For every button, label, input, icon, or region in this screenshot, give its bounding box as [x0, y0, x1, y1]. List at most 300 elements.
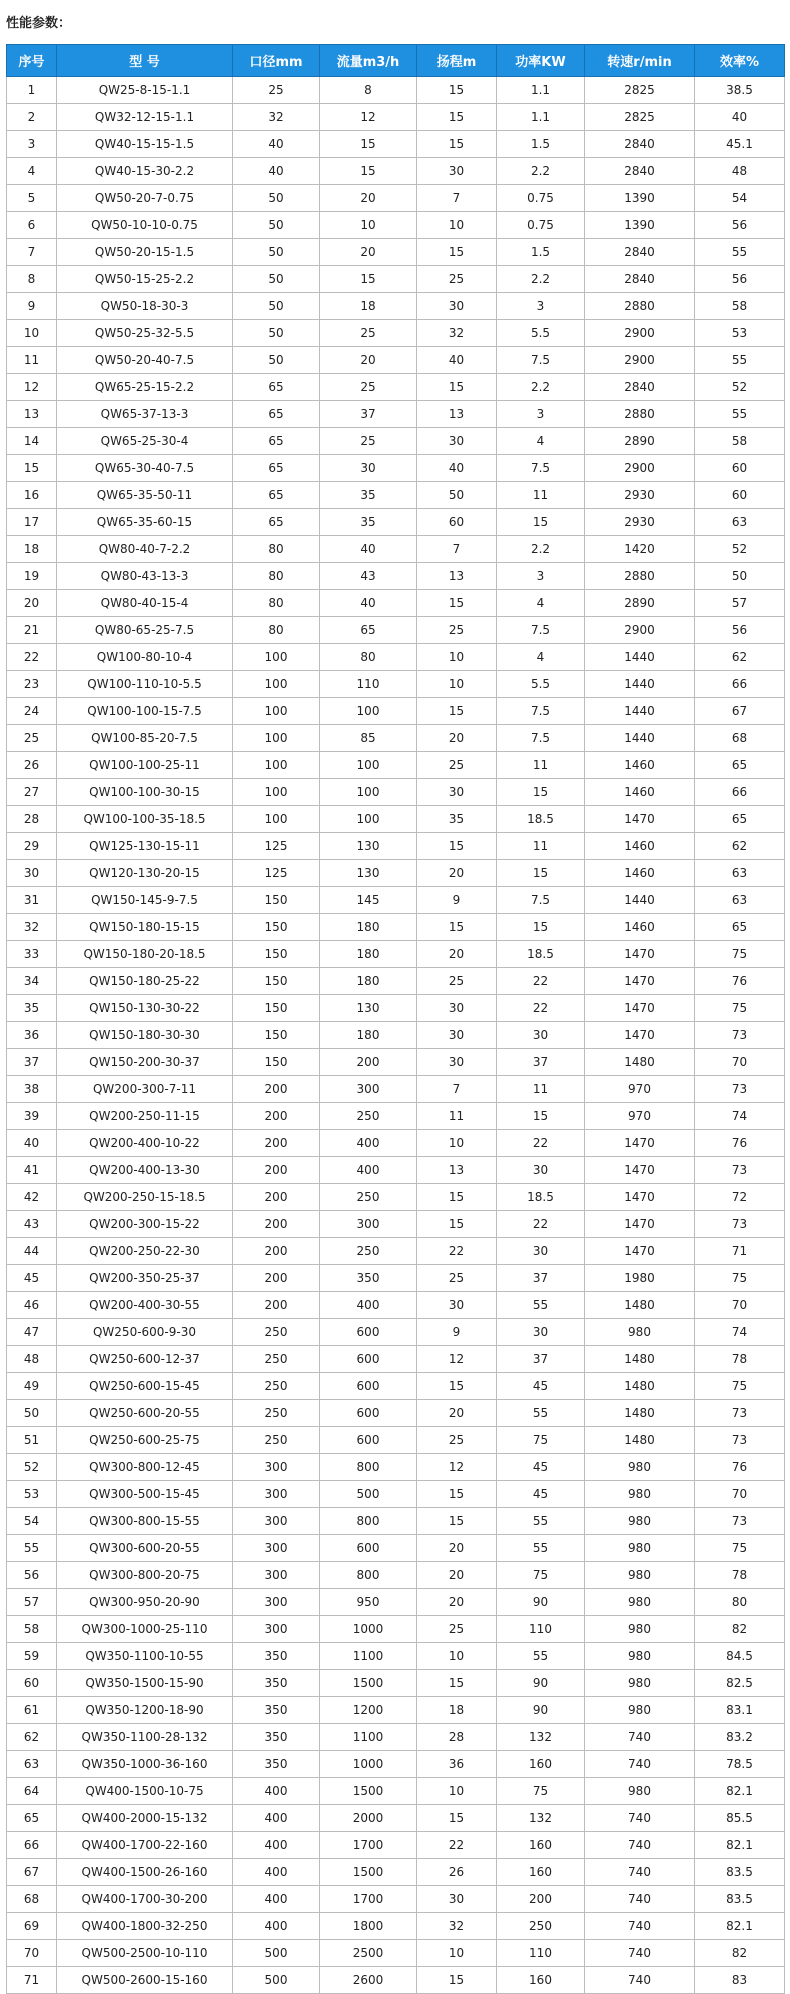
cell-speed: 740	[585, 1940, 695, 1967]
cell-diameter: 400	[233, 1913, 320, 1940]
cell-efficiency: 83.5	[695, 1859, 785, 1886]
cell-power: 22	[497, 995, 585, 1022]
cell-speed: 2900	[585, 455, 695, 482]
cell-flow: 40	[320, 590, 417, 617]
cell-model: QW250-600-15-45	[57, 1373, 233, 1400]
cell-head: 15	[417, 1508, 497, 1535]
cell-efficiency: 71	[695, 1238, 785, 1265]
cell-index: 66	[7, 1832, 57, 1859]
cell-index: 67	[7, 1859, 57, 1886]
cell-speed: 1470	[585, 1130, 695, 1157]
cell-model: QW250-600-20-55	[57, 1400, 233, 1427]
cell-power: 11	[497, 752, 585, 779]
cell-flow: 2500	[320, 1940, 417, 1967]
table-row	[7, 212, 785, 239]
cell-speed: 740	[585, 1832, 695, 1859]
cell-flow: 80	[320, 644, 417, 671]
cell-speed: 1480	[585, 1292, 695, 1319]
cell-flow: 400	[320, 1292, 417, 1319]
cell-index: 30	[7, 860, 57, 887]
cell-diameter: 200	[233, 1238, 320, 1265]
cell-flow: 65	[320, 617, 417, 644]
cell-head: 20	[417, 725, 497, 752]
section-title: 性能参数：	[6, 16, 72, 31]
cell-speed: 1390	[585, 185, 695, 212]
cell-flow: 350	[320, 1265, 417, 1292]
cell-head: 50	[417, 482, 497, 509]
cell-efficiency: 56	[695, 212, 785, 239]
cell-diameter: 500	[233, 1967, 320, 1994]
cell-diameter: 400	[233, 1778, 320, 1805]
cell-index: 16	[7, 482, 57, 509]
cell-flow: 100	[320, 779, 417, 806]
cell-head: 10	[417, 1643, 497, 1670]
cell-flow: 250	[320, 1184, 417, 1211]
table-row	[7, 239, 785, 266]
cell-diameter: 150	[233, 995, 320, 1022]
cell-speed: 1440	[585, 671, 695, 698]
table-row	[7, 1184, 785, 1211]
cell-power: 55	[497, 1643, 585, 1670]
cell-power: 18.5	[497, 941, 585, 968]
cell-speed: 1470	[585, 1022, 695, 1049]
cell-power: 30	[497, 1157, 585, 1184]
cell-head: 10	[417, 1778, 497, 1805]
table-row	[7, 158, 785, 185]
cell-index: 55	[7, 1535, 57, 1562]
cell-index: 32	[7, 914, 57, 941]
cell-model: QW350-1200-18-90	[57, 1697, 233, 1724]
cell-flow: 12	[320, 104, 417, 131]
cell-speed: 1480	[585, 1346, 695, 1373]
cell-efficiency: 84.5	[695, 1643, 785, 1670]
cell-speed: 1470	[585, 806, 695, 833]
cell-flow: 20	[320, 185, 417, 212]
cell-model: QW40-15-15-1.5	[57, 131, 233, 158]
cell-efficiency: 52	[695, 374, 785, 401]
cell-efficiency: 82.1	[695, 1913, 785, 1940]
cell-model: QW200-250-15-18.5	[57, 1184, 233, 1211]
cell-speed: 2900	[585, 320, 695, 347]
cell-diameter: 100	[233, 644, 320, 671]
cell-power: 250	[497, 1913, 585, 1940]
cell-flow: 600	[320, 1346, 417, 1373]
cell-speed: 1470	[585, 1157, 695, 1184]
cell-index: 63	[7, 1751, 57, 1778]
cell-index: 3	[7, 131, 57, 158]
cell-diameter: 65	[233, 455, 320, 482]
cell-model: QW40-15-30-2.2	[57, 158, 233, 185]
cell-efficiency: 78	[695, 1562, 785, 1589]
table-row	[7, 941, 785, 968]
cell-efficiency: 68	[695, 725, 785, 752]
table-row	[7, 752, 785, 779]
table-row	[7, 293, 785, 320]
cell-diameter: 250	[233, 1346, 320, 1373]
cell-index: 49	[7, 1373, 57, 1400]
table-row	[7, 779, 785, 806]
cell-power: 132	[497, 1805, 585, 1832]
cell-efficiency: 60	[695, 455, 785, 482]
table-row	[7, 1319, 785, 1346]
cell-efficiency: 83	[695, 1967, 785, 1994]
cell-power: 37	[497, 1049, 585, 1076]
cell-power: 1.1	[497, 77, 585, 104]
cell-index: 10	[7, 320, 57, 347]
table-row	[7, 1454, 785, 1481]
cell-head: 20	[417, 1400, 497, 1427]
cell-index: 52	[7, 1454, 57, 1481]
cell-speed: 970	[585, 1076, 695, 1103]
table-row	[7, 1022, 785, 1049]
cell-flow: 1700	[320, 1886, 417, 1913]
cell-diameter: 200	[233, 1103, 320, 1130]
cell-model: QW250-600-25-75	[57, 1427, 233, 1454]
cell-flow: 1500	[320, 1670, 417, 1697]
cell-index: 47	[7, 1319, 57, 1346]
cell-head: 12	[417, 1454, 497, 1481]
cell-speed: 980	[585, 1697, 695, 1724]
cell-index: 33	[7, 941, 57, 968]
cell-model: QW150-180-20-18.5	[57, 941, 233, 968]
cell-efficiency: 83.5	[695, 1886, 785, 1913]
cell-diameter: 25	[233, 77, 320, 104]
cell-model: QW65-35-50-11	[57, 482, 233, 509]
cell-diameter: 100	[233, 725, 320, 752]
table-row	[7, 347, 785, 374]
cell-index: 13	[7, 401, 57, 428]
cell-flow: 500	[320, 1481, 417, 1508]
cell-speed: 740	[585, 1724, 695, 1751]
cell-index: 37	[7, 1049, 57, 1076]
cell-diameter: 200	[233, 1130, 320, 1157]
cell-diameter: 250	[233, 1427, 320, 1454]
cell-speed: 2890	[585, 590, 695, 617]
cell-efficiency: 73	[695, 1211, 785, 1238]
cell-index: 59	[7, 1643, 57, 1670]
cell-diameter: 300	[233, 1535, 320, 1562]
cell-flow: 25	[320, 320, 417, 347]
cell-flow: 600	[320, 1319, 417, 1346]
cell-speed: 2840	[585, 239, 695, 266]
cell-head: 15	[417, 1373, 497, 1400]
cell-flow: 85	[320, 725, 417, 752]
table-row	[7, 401, 785, 428]
cell-power: 132	[497, 1724, 585, 1751]
cell-head: 10	[417, 1940, 497, 1967]
cell-index: 36	[7, 1022, 57, 1049]
cell-speed: 2840	[585, 266, 695, 293]
cell-diameter: 150	[233, 887, 320, 914]
cell-model: QW250-600-12-37	[57, 1346, 233, 1373]
cell-head: 13	[417, 563, 497, 590]
cell-index: 20	[7, 590, 57, 617]
table-row	[7, 995, 785, 1022]
cell-head: 30	[417, 1049, 497, 1076]
table-row	[7, 1832, 785, 1859]
cell-flow: 800	[320, 1562, 417, 1589]
cell-diameter: 300	[233, 1508, 320, 1535]
cell-model: QW65-30-40-7.5	[57, 455, 233, 482]
cell-model: QW200-300-7-11	[57, 1076, 233, 1103]
cell-speed: 1980	[585, 1265, 695, 1292]
table-row	[7, 1265, 785, 1292]
column-header-flow: 流量m3/h	[320, 45, 417, 77]
cell-efficiency: 80	[695, 1589, 785, 1616]
cell-diameter: 350	[233, 1724, 320, 1751]
cell-diameter: 350	[233, 1643, 320, 1670]
cell-efficiency: 82.5	[695, 1670, 785, 1697]
cell-index: 29	[7, 833, 57, 860]
cell-flow: 180	[320, 914, 417, 941]
cell-model: QW150-145-9-7.5	[57, 887, 233, 914]
cell-diameter: 150	[233, 941, 320, 968]
cell-power: 22	[497, 1130, 585, 1157]
cell-speed: 980	[585, 1589, 695, 1616]
table-row	[7, 1643, 785, 1670]
cell-head: 32	[417, 320, 497, 347]
cell-flow: 600	[320, 1535, 417, 1562]
cell-speed: 1460	[585, 860, 695, 887]
cell-flow: 180	[320, 941, 417, 968]
cell-flow: 40	[320, 536, 417, 563]
cell-speed: 2825	[585, 77, 695, 104]
cell-flow: 950	[320, 1589, 417, 1616]
cell-head: 15	[417, 374, 497, 401]
cell-flow: 20	[320, 347, 417, 374]
cell-power: 30	[497, 1238, 585, 1265]
cell-flow: 15	[320, 158, 417, 185]
cell-diameter: 40	[233, 131, 320, 158]
cell-efficiency: 74	[695, 1319, 785, 1346]
cell-flow: 250	[320, 1238, 417, 1265]
cell-power: 160	[497, 1967, 585, 1994]
table-row	[7, 1913, 785, 1940]
cell-speed: 980	[585, 1535, 695, 1562]
cell-flow: 1000	[320, 1616, 417, 1643]
cell-power: 160	[497, 1859, 585, 1886]
cell-efficiency: 45.1	[695, 131, 785, 158]
cell-speed: 1440	[585, 644, 695, 671]
table-row	[7, 131, 785, 158]
cell-efficiency: 75	[695, 1265, 785, 1292]
cell-index: 18	[7, 536, 57, 563]
cell-flow: 37	[320, 401, 417, 428]
cell-model: QW150-180-25-22	[57, 968, 233, 995]
cell-speed: 1470	[585, 968, 695, 995]
cell-model: QW100-100-15-7.5	[57, 698, 233, 725]
cell-diameter: 200	[233, 1265, 320, 1292]
cell-flow: 800	[320, 1508, 417, 1535]
cell-index: 54	[7, 1508, 57, 1535]
cell-power: 1.1	[497, 104, 585, 131]
cell-diameter: 300	[233, 1454, 320, 1481]
cell-efficiency: 74	[695, 1103, 785, 1130]
cell-head: 20	[417, 1535, 497, 1562]
cell-head: 30	[417, 428, 497, 455]
cell-index: 46	[7, 1292, 57, 1319]
cell-power: 160	[497, 1751, 585, 1778]
cell-power: 11	[497, 1076, 585, 1103]
cell-power: 2.2	[497, 374, 585, 401]
cell-index: 61	[7, 1697, 57, 1724]
cell-head: 40	[417, 347, 497, 374]
table-row	[7, 860, 785, 887]
cell-speed: 980	[585, 1616, 695, 1643]
cell-power: 3	[497, 293, 585, 320]
cell-model: QW300-800-12-45	[57, 1454, 233, 1481]
cell-diameter: 200	[233, 1292, 320, 1319]
table-row	[7, 1292, 785, 1319]
cell-index: 50	[7, 1400, 57, 1427]
cell-index: 22	[7, 644, 57, 671]
performance-table	[6, 44, 785, 1994]
cell-power: 5.5	[497, 671, 585, 698]
table-row	[7, 1940, 785, 1967]
cell-model: QW300-950-20-90	[57, 1589, 233, 1616]
cell-head: 20	[417, 1589, 497, 1616]
column-header-diameter: 口径mm	[233, 45, 320, 77]
cell-index: 39	[7, 1103, 57, 1130]
cell-index: 24	[7, 698, 57, 725]
cell-diameter: 65	[233, 509, 320, 536]
table-row	[7, 1616, 785, 1643]
cell-speed: 1480	[585, 1373, 695, 1400]
cell-head: 26	[417, 1859, 497, 1886]
cell-flow: 1000	[320, 1751, 417, 1778]
cell-flow: 35	[320, 482, 417, 509]
cell-speed: 1460	[585, 914, 695, 941]
cell-speed: 2930	[585, 482, 695, 509]
cell-speed: 1460	[585, 833, 695, 860]
cell-head: 30	[417, 1022, 497, 1049]
table-body	[7, 77, 785, 1994]
cell-diameter: 300	[233, 1481, 320, 1508]
cell-model: QW80-65-25-7.5	[57, 617, 233, 644]
cell-diameter: 150	[233, 968, 320, 995]
cell-head: 25	[417, 617, 497, 644]
table-row	[7, 1211, 785, 1238]
cell-flow: 2000	[320, 1805, 417, 1832]
cell-index: 14	[7, 428, 57, 455]
cell-diameter: 125	[233, 860, 320, 887]
cell-model: QW80-40-15-4	[57, 590, 233, 617]
cell-power: 55	[497, 1292, 585, 1319]
cell-flow: 1100	[320, 1643, 417, 1670]
cell-model: QW200-250-22-30	[57, 1238, 233, 1265]
cell-head: 12	[417, 1346, 497, 1373]
cell-head: 35	[417, 806, 497, 833]
table-row	[7, 77, 785, 104]
cell-model: QW250-600-9-30	[57, 1319, 233, 1346]
cell-power: 2.2	[497, 266, 585, 293]
cell-index: 51	[7, 1427, 57, 1454]
cell-head: 30	[417, 779, 497, 806]
table-row	[7, 266, 785, 293]
cell-speed: 2900	[585, 617, 695, 644]
cell-index: 26	[7, 752, 57, 779]
table-row	[7, 563, 785, 590]
cell-model: QW200-400-30-55	[57, 1292, 233, 1319]
cell-index: 41	[7, 1157, 57, 1184]
cell-flow: 1500	[320, 1778, 417, 1805]
cell-diameter: 32	[233, 104, 320, 131]
cell-power: 30	[497, 1022, 585, 1049]
cell-diameter: 50	[233, 347, 320, 374]
cell-model: QW65-25-30-4	[57, 428, 233, 455]
cell-efficiency: 55	[695, 239, 785, 266]
table-row	[7, 509, 785, 536]
cell-diameter: 350	[233, 1670, 320, 1697]
cell-power: 200	[497, 1886, 585, 1913]
cell-head: 15	[417, 590, 497, 617]
cell-efficiency: 70	[695, 1292, 785, 1319]
cell-speed: 980	[585, 1319, 695, 1346]
cell-head: 36	[417, 1751, 497, 1778]
cell-diameter: 400	[233, 1805, 320, 1832]
cell-model: QW200-250-11-15	[57, 1103, 233, 1130]
cell-head: 7	[417, 185, 497, 212]
cell-model: QW300-500-15-45	[57, 1481, 233, 1508]
cell-model: QW150-130-30-22	[57, 995, 233, 1022]
cell-model: QW32-12-15-1.1	[57, 104, 233, 131]
table-row	[7, 1562, 785, 1589]
cell-power: 15	[497, 509, 585, 536]
cell-diameter: 200	[233, 1157, 320, 1184]
cell-flow: 18	[320, 293, 417, 320]
cell-efficiency: 83.2	[695, 1724, 785, 1751]
cell-speed: 2900	[585, 347, 695, 374]
cell-efficiency: 63	[695, 860, 785, 887]
cell-diameter: 50	[233, 293, 320, 320]
table-row	[7, 185, 785, 212]
cell-head: 15	[417, 1184, 497, 1211]
cell-diameter: 65	[233, 374, 320, 401]
cell-power: 7.5	[497, 725, 585, 752]
cell-diameter: 350	[233, 1697, 320, 1724]
cell-head: 25	[417, 968, 497, 995]
cell-power: 18.5	[497, 806, 585, 833]
cell-index: 71	[7, 1967, 57, 1994]
cell-efficiency: 63	[695, 887, 785, 914]
table-row	[7, 617, 785, 644]
cell-speed: 740	[585, 1859, 695, 1886]
cell-index: 2	[7, 104, 57, 131]
cell-diameter: 250	[233, 1400, 320, 1427]
cell-model: QW200-350-25-37	[57, 1265, 233, 1292]
table-header-row	[7, 45, 785, 77]
cell-flow: 300	[320, 1076, 417, 1103]
cell-efficiency: 70	[695, 1481, 785, 1508]
cell-diameter: 65	[233, 482, 320, 509]
cell-index: 53	[7, 1481, 57, 1508]
cell-index: 56	[7, 1562, 57, 1589]
cell-efficiency: 52	[695, 536, 785, 563]
table-row	[7, 1346, 785, 1373]
cell-index: 17	[7, 509, 57, 536]
cell-index: 9	[7, 293, 57, 320]
table-row	[7, 725, 785, 752]
cell-power: 7.5	[497, 617, 585, 644]
cell-diameter: 50	[233, 239, 320, 266]
cell-head: 25	[417, 1265, 497, 1292]
cell-diameter: 150	[233, 914, 320, 941]
cell-power: 2.2	[497, 158, 585, 185]
cell-model: QW350-1100-28-132	[57, 1724, 233, 1751]
cell-efficiency: 70	[695, 1049, 785, 1076]
cell-efficiency: 85.5	[695, 1805, 785, 1832]
cell-efficiency: 60	[695, 482, 785, 509]
